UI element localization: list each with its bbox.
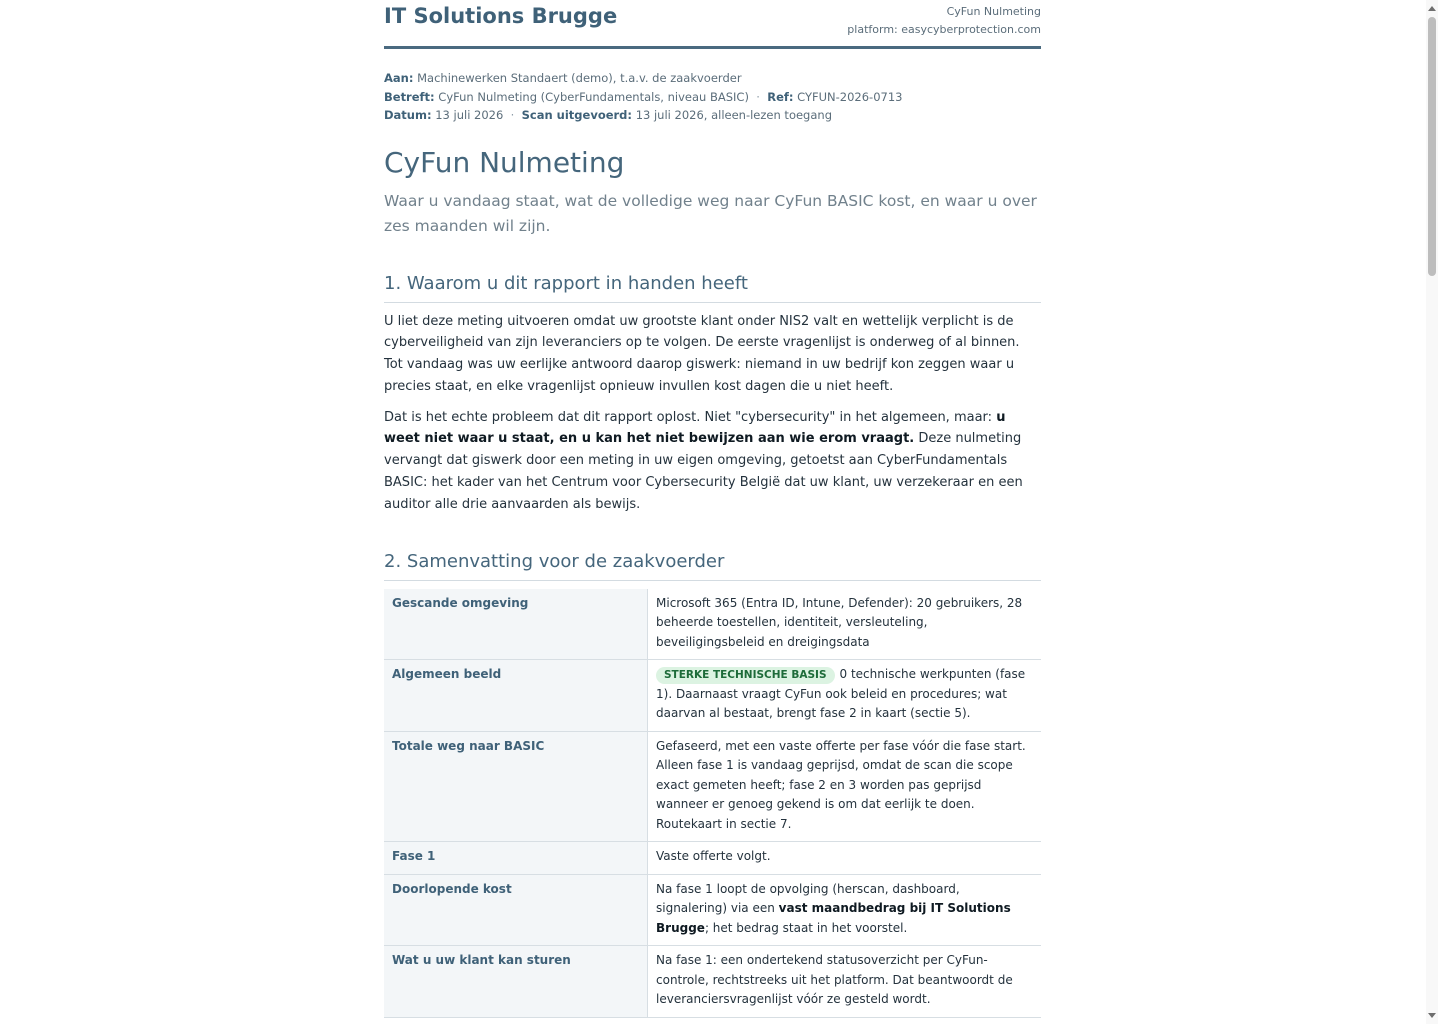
paragraph-text: Dat is het echte probleem dat dit rapport oplost. Niet "cybersecurity" in het algemeen, maar: (384, 409, 997, 425)
meta-recipient-label: Aan: (384, 71, 414, 85)
page-scrollbar[interactable] (1426, 0, 1438, 1024)
row-value-text: 0 technische werkpunten (fase 1). Daarnaast vraagt CyFun ook beleid en procedures; wat daarvan al bestaat, brengt fase 2 in kaart (sectie 5). (656, 667, 1026, 721)
table-row (384, 946, 1041, 1018)
summary-table (384, 589, 1041, 1018)
row-value: Microsoft 365 (Entra ID, Intune, Defender): 20 gebruikers, 28 beheerde toestellen, identiteit, versleuteling, beveiligingsbeleid en dreigingsdata (648, 589, 1042, 660)
page-title: CyFun Nulmeting (384, 145, 625, 179)
paragraph-text: Deze nulmeting vervangt dat giswerk door een meting in uw eigen omgeving, getoetst aan CyberFundamentals BASIC: het kader van het Centrum voor Cybersecurity België dat uw klant, uw verzekeraar en een auditor alle drie aanvaarden als bewijs. (384, 431, 1023, 512)
table-row (384, 842, 1041, 875)
meta-separator: · (510, 108, 515, 122)
table-row (384, 874, 1041, 946)
masthead (384, 0, 1041, 49)
row-value-text: ; het bedrag staat in het voorstel. (704, 920, 908, 935)
meta-scan-label: Scan uitgevoerd: (521, 108, 633, 122)
row-label: Totale weg naar BASIC (384, 731, 648, 842)
page-subtitle: Waar u vandaag staat, wat de volledige weg naar CyFun BASIC kost, en waar u over zes maanden wil zijn. (384, 191, 1037, 235)
row-label: Doorlopende kost (384, 874, 648, 946)
masthead-meta (847, 3, 1041, 39)
row-value (648, 660, 1042, 732)
row-value-text: Na fase 1 loopt de opvolging (herscan, dashboard, signalering) via een (656, 881, 960, 916)
meta-ref-value: CYFUN-2026-0713 (797, 89, 903, 104)
scroll-up-arrow-icon[interactable] (1428, 6, 1436, 11)
document-name: CyFun Nulmeting (946, 5, 1041, 18)
meta-recipient (384, 69, 1041, 88)
meta-dates (384, 106, 1041, 125)
row-value: Vaste offerte volgt. (648, 842, 1042, 875)
row-value: Gefaseerd, met een vaste offerte per fase vóór die fase start. Alleen fase 1 is vandaag geprijsd, omdat de scan die scope exact gemeten heeft; fase 2 en 3 worden pas geprijsd wanneer er genoeg gekend is om dat eerlijk te doen. Routekaart in sectie 7. (648, 731, 1042, 842)
meta-separator: · (756, 89, 760, 104)
paragraph-emphasis: u weet niet waar u staat, en u kan het niet bewijzen aan wie erom vraagt. (384, 409, 1006, 447)
row-label: Algemeen beeld (384, 660, 648, 732)
meta-date-label: Datum: (384, 108, 432, 122)
row-value: Na fase 1: een ondertekend statusoverzicht per CyFun-controle, rechtstreeks uit het platform. Dat beantwoordt de leveranciersvragenlijst vóór ze gesteld wordt. (648, 946, 1042, 1018)
section-heading-summary: 2. Samenvatting voor de zaakvoerder (384, 549, 1041, 581)
table-row (384, 589, 1041, 660)
table-row (384, 731, 1041, 842)
brand-name: IT Solutions Brugge (384, 4, 618, 28)
meta-ref-label: Ref: (767, 89, 794, 104)
letter-meta (384, 69, 1041, 125)
meta-subject-value: CyFun Nulmeting (CyberFundamentals, niveau BASIC) (438, 89, 749, 104)
row-label: Wat u uw klant kan sturen (384, 946, 648, 1018)
table-row (384, 660, 1041, 732)
report-page (384, 0, 1041, 1018)
meta-subject (384, 88, 1041, 107)
scroll-down-arrow-icon[interactable] (1428, 1013, 1436, 1018)
meta-date-value: 13 juli 2026 (435, 108, 504, 122)
row-label: Fase 1 (384, 842, 648, 875)
section-why-paragraph-2 (384, 407, 1041, 516)
platform-name: platform: easycyberprotection.com (847, 23, 1041, 36)
section-why-paragraph-1: U liet deze meting uitvoeren omdat uw grootste klant onder NIS2 valt en wettelijk verplicht is de cyberveiligheid van zijn leveranciers op te volgen. De eerste vragenlijst is onderweg of al binnen. Tot vandaag was uw eerlijke antwoord daarop giswerk: niemand in uw bedrijf kon zeggen waar u precies staat, en elke vragenlijst opnieuw invullen kost dagen die u niet heeft. (384, 313, 1020, 394)
status-badge: STERKE TECHNISCHE BASIS (656, 667, 835, 684)
row-label: Gescande omgeving (384, 589, 648, 660)
row-value (648, 874, 1042, 946)
meta-subject-label: Betreft: (384, 89, 435, 104)
scrollbar-thumb[interactable] (1428, 17, 1436, 276)
section-heading-why: 1. Waarom u dit rapport in handen heeft (384, 271, 1041, 303)
meta-scan-value: 13 juli 2026, alleen-lezen toegang (635, 108, 832, 122)
meta-recipient-value: Machinewerken Standaert (demo), t.a.v. de zaakvoerder (417, 71, 742, 85)
row-value-emphasis: vast maandbedrag bij IT Solutions Brugge (656, 901, 1011, 935)
